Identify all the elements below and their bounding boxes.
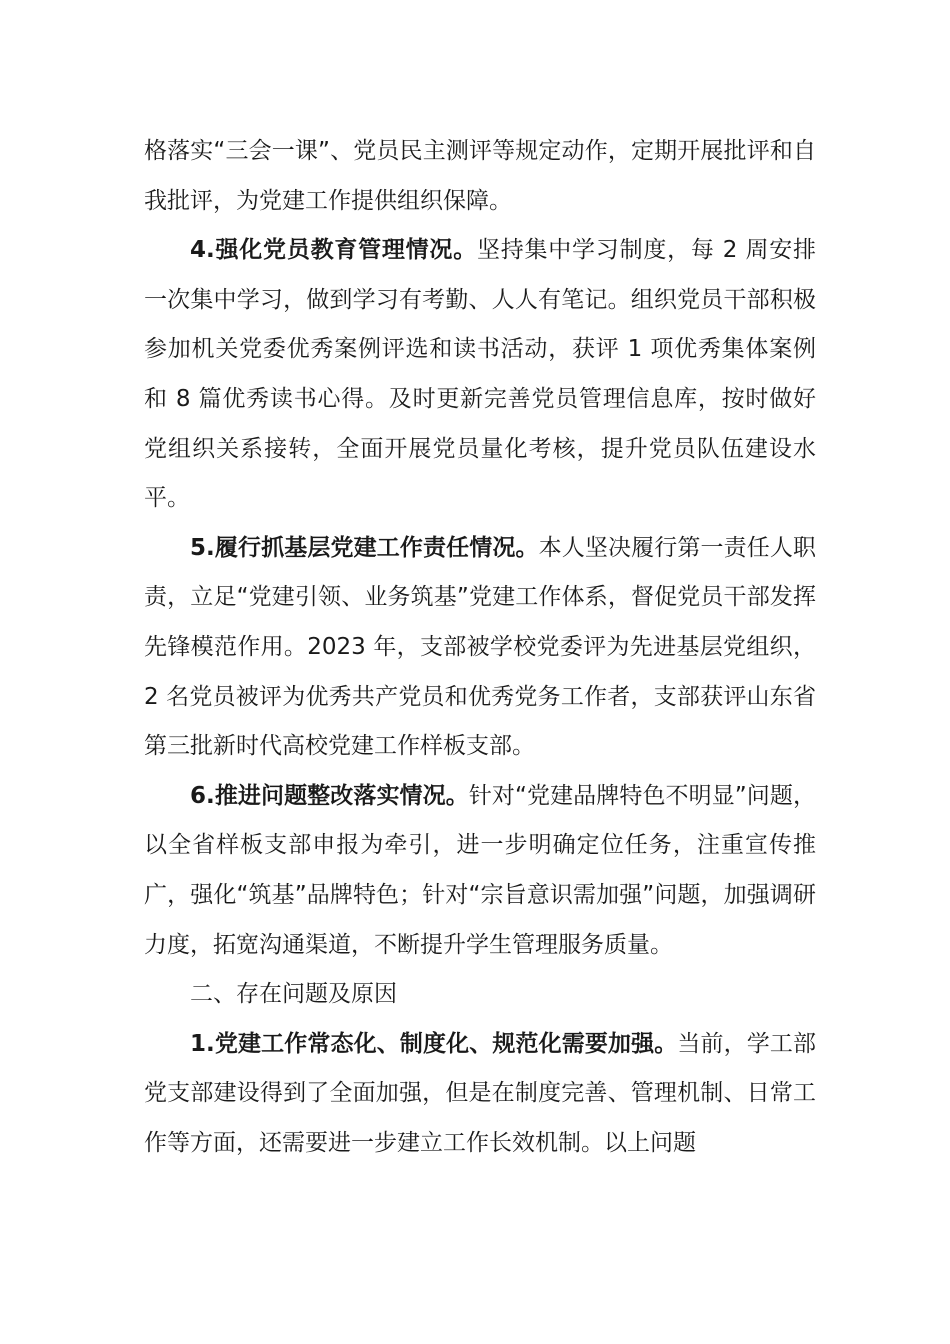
paragraph-6 [144, 772, 816, 970]
document-body [144, 127, 816, 1168]
paragraph-5-lead: 5.履行抓基层党建工作责任情况。 [190, 534, 539, 561]
section-2-paragraph-1-text: 当前，学工部党支部建设得到了全面加强，但是在制度完善、管理机制、日常工作等方面，还需要进一步建立工作长效机制。以上问题 [144, 1030, 816, 1156]
paragraph-5 [144, 524, 816, 772]
section-heading: 二、存在问题及原因 [190, 981, 397, 1008]
section-2-paragraph-1-lead: 1.党建工作常态化、制度化、规范化需要加强。 [190, 1030, 678, 1057]
paragraph-5-text: 本人坚决履行第一责任人职责，立足“党建引领、业务筑基”党建工作体系，督促党员干部发挥先锋模范作用。2023 年，支部被学校党委评为先进基层党组织，2 名党员被评为优秀共产党员和优秀党务工作者，支部获评山东省第三批新时代高校党建工作样板支部。 [144, 534, 816, 760]
paragraph-4-lead: 4.强化党员教育管理情况。 [190, 237, 477, 264]
paragraph-4-text: 坚持集中学习制度，每 2 周安排一次集中学习，做到学习有考勤、人人有笔记。组织党员干部积极参加机关党委优秀案例评选和读书活动，获评 1 项优秀集体案例和 8 篇优秀读书心得。及时更新完善党员管理信息库，按时做好党组织关系接转，全面开展党员量化考核，提升党员队伍建设水平。 [144, 237, 816, 512]
section-2-paragraph-1 [144, 1020, 816, 1169]
paragraph-6-text: 针对“党建品牌特色不明显”问题，以全省样板支部申报为牵引，进一步明确定位任务，注重宣传推广，强化“筑基”品牌特色；针对“宗旨意识需加强”问题，加强调研力度，拓宽沟通渠道，不断提升学生管理服务质量。 [144, 782, 816, 958]
paragraph-6-lead: 6.推进问题整改落实情况。 [190, 782, 469, 809]
paragraph-4 [144, 226, 816, 524]
paragraph-continuation: 格落实“三会一课”、党员民主测评等规定动作，定期开展批评和自我批评，为党建工作提供组织保障。 [144, 138, 816, 214]
